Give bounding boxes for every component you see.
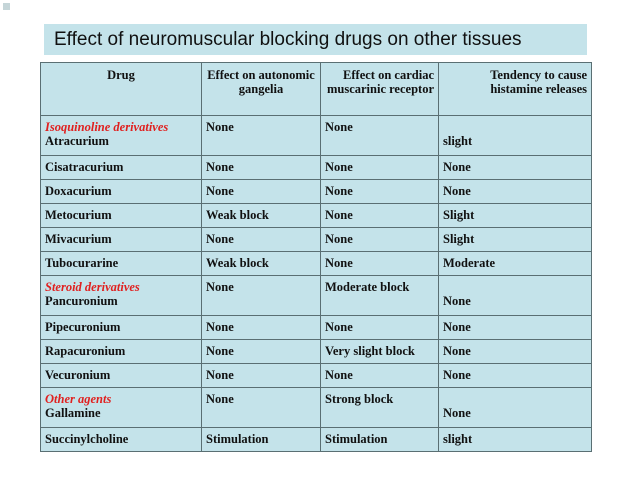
cardiac-value: None <box>325 208 353 222</box>
ganglia-cell <box>202 228 321 252</box>
drug-name: Vecuronium <box>45 368 111 382</box>
header-ganglia: Effect on autonomic gangelia <box>202 63 321 116</box>
drug-name: Pancuronium <box>45 294 118 308</box>
drug-cell <box>41 428 202 452</box>
drug-name: Rapacuronium <box>45 344 126 358</box>
ganglia-value: None <box>206 160 234 174</box>
histamine-value: slight <box>443 134 473 148</box>
table-row <box>41 180 592 204</box>
cardiac-cell <box>321 340 439 364</box>
cardiac-value: None <box>325 184 353 198</box>
histamine-value: None <box>443 160 471 174</box>
drug-name: Metocurium <box>45 208 112 222</box>
table-row <box>41 156 592 180</box>
ganglia-cell <box>202 340 321 364</box>
cardiac-cell <box>321 388 439 428</box>
cardiac-value: None <box>325 256 353 270</box>
ganglia-cell <box>202 116 321 156</box>
slide-title: Effect of neuromuscular blocking drugs on other tissues <box>44 24 587 55</box>
cardiac-cell <box>321 116 439 156</box>
corner-decoration <box>3 3 10 10</box>
histamine-cell <box>439 156 592 180</box>
ganglia-value: None <box>206 320 234 334</box>
cardiac-value: None <box>325 120 353 134</box>
cardiac-cell <box>321 228 439 252</box>
histamine-value: None <box>443 406 471 420</box>
cardiac-value: None <box>325 232 353 246</box>
drug-cell <box>41 276 202 316</box>
ganglia-cell <box>202 428 321 452</box>
ganglia-cell <box>202 364 321 388</box>
drug-cell <box>41 364 202 388</box>
cardiac-value: Stimulation <box>325 432 388 446</box>
histamine-cell <box>439 116 592 156</box>
cardiac-cell <box>321 180 439 204</box>
table-header-row <box>41 63 592 116</box>
cardiac-value: Moderate block <box>325 280 410 294</box>
table-row <box>41 204 592 228</box>
drug-name: Tubocurarine <box>45 256 119 270</box>
histamine-value: slight <box>443 432 473 446</box>
histamine-cell <box>439 316 592 340</box>
ganglia-value: Stimulation <box>206 432 269 446</box>
drug-name: Succinylcholine <box>45 432 129 446</box>
ganglia-cell <box>202 204 321 228</box>
histamine-value: None <box>443 294 471 308</box>
table-row <box>41 252 592 276</box>
header-cardiac: Effect on cardiac muscarinic receptor <box>321 63 439 116</box>
table-row <box>41 340 592 364</box>
drug-cell <box>41 180 202 204</box>
drug-name: Mivacurium <box>45 232 112 246</box>
drug-group-label: Other agents <box>45 392 112 406</box>
drug-name: Pipecuronium <box>45 320 121 334</box>
drug-cell <box>41 252 202 276</box>
table-row <box>41 388 592 428</box>
ganglia-value: None <box>206 392 234 406</box>
ganglia-value: None <box>206 368 234 382</box>
cardiac-value: None <box>325 368 353 382</box>
histamine-cell <box>439 228 592 252</box>
drug-cell <box>41 340 202 364</box>
histamine-cell <box>439 340 592 364</box>
drug-name: Atracurium <box>45 134 109 148</box>
drug-effects-table <box>40 62 592 452</box>
table-row <box>41 276 592 316</box>
ganglia-value: None <box>206 232 234 246</box>
drug-name: Doxacurium <box>45 184 112 198</box>
cardiac-cell <box>321 316 439 340</box>
table-row <box>41 228 592 252</box>
drug-cell <box>41 116 202 156</box>
histamine-cell <box>439 180 592 204</box>
cardiac-cell <box>321 364 439 388</box>
histamine-value: None <box>443 368 471 382</box>
histamine-cell <box>439 428 592 452</box>
ganglia-value: Weak block <box>206 208 269 222</box>
cardiac-value: Strong block <box>325 392 394 406</box>
histamine-value: Slight <box>443 208 475 222</box>
cardiac-value: None <box>325 320 353 334</box>
cardiac-cell <box>321 204 439 228</box>
ganglia-value: None <box>206 344 234 358</box>
drug-cell <box>41 316 202 340</box>
drug-cell <box>41 156 202 180</box>
histamine-cell <box>439 388 592 428</box>
ganglia-value: None <box>206 184 234 198</box>
drug-cell <box>41 388 202 428</box>
table-row <box>41 116 592 156</box>
ganglia-cell <box>202 180 321 204</box>
header-histamine: Tendency to cause histamine releases <box>439 63 592 116</box>
ganglia-cell <box>202 388 321 428</box>
histamine-value: None <box>443 184 471 198</box>
table-row <box>41 428 592 452</box>
drug-name: Cisatracurium <box>45 160 124 174</box>
histamine-value: Moderate <box>443 256 496 270</box>
histamine-value: None <box>443 344 471 358</box>
drug-group-label: Isoquinoline derivatives <box>45 120 169 134</box>
histamine-cell <box>439 276 592 316</box>
histamine-cell <box>439 364 592 388</box>
cardiac-cell <box>321 252 439 276</box>
histamine-value: Slight <box>443 232 475 246</box>
ganglia-cell <box>202 156 321 180</box>
cardiac-value: Very slight block <box>325 344 415 358</box>
drug-group-label: Steroid derivatives <box>45 280 140 294</box>
drug-cell <box>41 204 202 228</box>
ganglia-cell <box>202 276 321 316</box>
drug-cell <box>41 228 202 252</box>
cardiac-cell <box>321 276 439 316</box>
histamine-cell <box>439 204 592 228</box>
ganglia-value: None <box>206 120 234 134</box>
ganglia-value: Weak block <box>206 256 269 270</box>
table-row <box>41 316 592 340</box>
header-drug: Drug <box>41 63 202 116</box>
ganglia-cell <box>202 316 321 340</box>
ganglia-value: None <box>206 280 234 294</box>
table-row <box>41 364 592 388</box>
ganglia-cell <box>202 252 321 276</box>
cardiac-cell <box>321 428 439 452</box>
histamine-cell <box>439 252 592 276</box>
cardiac-cell <box>321 156 439 180</box>
drug-name: Gallamine <box>45 406 101 420</box>
cardiac-value: None <box>325 160 353 174</box>
histamine-value: None <box>443 320 471 334</box>
